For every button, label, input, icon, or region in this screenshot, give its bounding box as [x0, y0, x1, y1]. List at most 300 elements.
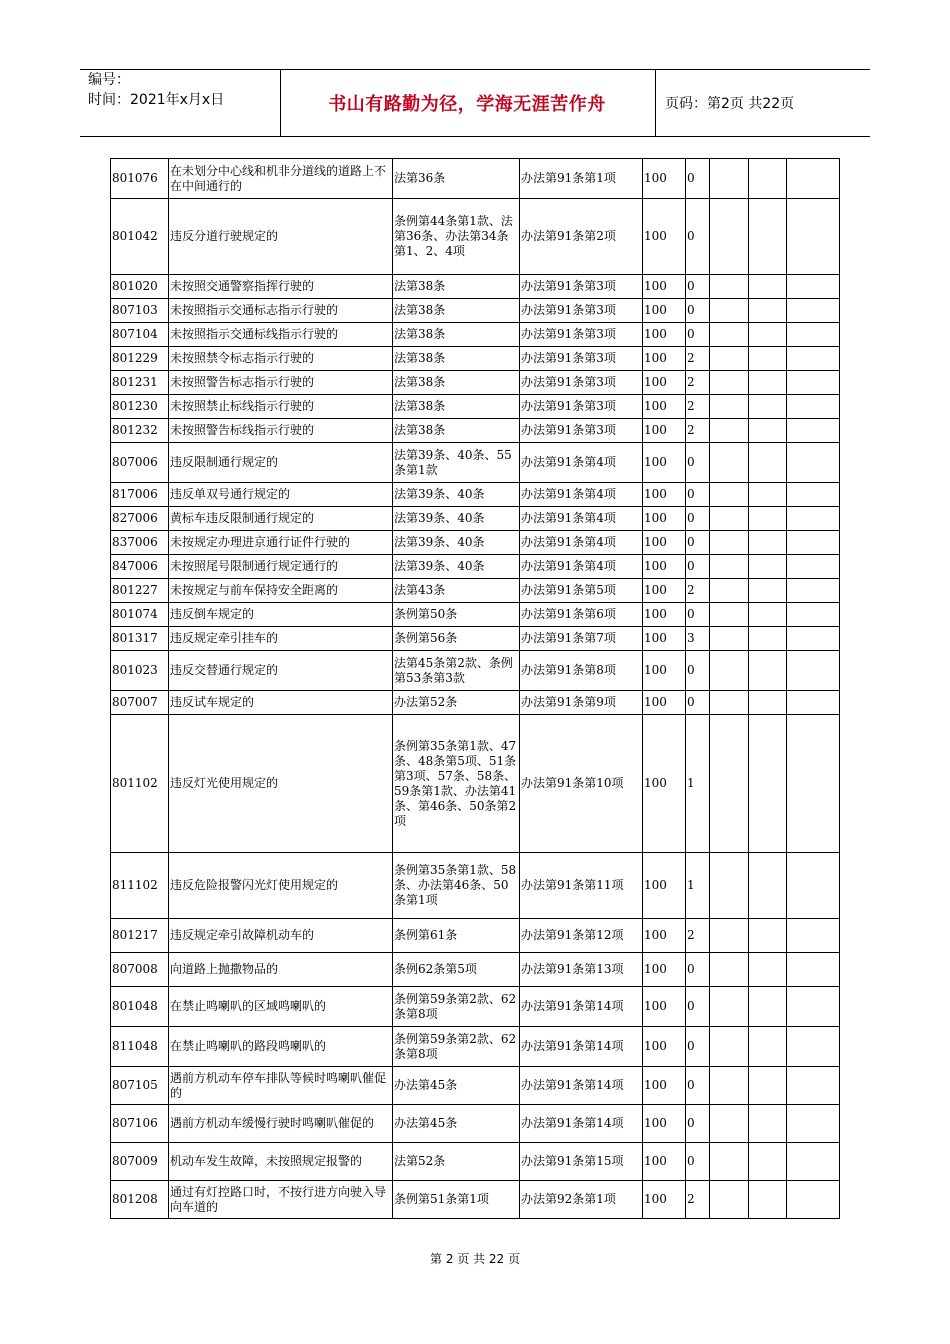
legal-basis: 条例第51条第1项	[393, 1181, 520, 1219]
penalty-points: 0	[686, 1067, 710, 1105]
violation-code: 807106	[111, 1105, 169, 1143]
empty-cell	[749, 1143, 787, 1181]
legal-basis: 条例第61条	[393, 919, 520, 953]
legal-basis: 条例第56条	[393, 627, 520, 651]
legal-basis: 条例第35条第1款、47条、48条第5项、51条第3项、57条、58条、59条第1款、办法第41条、第46条、50条第2项	[393, 715, 520, 853]
penalty-points: 0	[686, 555, 710, 579]
fine-amount: 100	[643, 1181, 686, 1219]
penalty-basis: 办法第91条第10项	[520, 715, 643, 853]
penalty-points: 2	[686, 395, 710, 419]
empty-cell	[787, 627, 840, 651]
empty-cell	[787, 275, 840, 299]
penalty-points: 2	[686, 1181, 710, 1219]
violation-description: 未按照尾号限制通行规定通行的	[169, 555, 393, 579]
empty-cell	[749, 199, 787, 275]
violation-code: 801227	[111, 579, 169, 603]
empty-cell	[710, 651, 749, 691]
table-row	[111, 299, 840, 323]
header-motto: 书山有路勤为径，学海无涯苦作舟	[328, 94, 606, 115]
table-row	[111, 443, 840, 483]
empty-cell	[710, 1181, 749, 1219]
violation-code: 801074	[111, 603, 169, 627]
empty-cell	[749, 531, 787, 555]
empty-cell	[787, 443, 840, 483]
table-row	[111, 483, 840, 507]
fine-amount: 100	[643, 323, 686, 347]
penalty-points: 0	[686, 953, 710, 987]
empty-cell	[749, 715, 787, 853]
legal-basis: 法第39条、40条	[393, 531, 520, 555]
penalty-basis: 办法第91条第3项	[520, 371, 643, 395]
empty-cell	[787, 371, 840, 395]
fine-amount: 100	[643, 395, 686, 419]
empty-cell	[710, 987, 749, 1027]
empty-cell	[787, 953, 840, 987]
empty-cell	[710, 323, 749, 347]
legal-basis: 办法第45条	[393, 1105, 520, 1143]
empty-cell	[787, 323, 840, 347]
violation-code: 801208	[111, 1181, 169, 1219]
violation-code: 807103	[111, 299, 169, 323]
table-row	[111, 715, 840, 853]
empty-cell	[787, 1181, 840, 1219]
fine-amount: 100	[643, 987, 686, 1027]
legal-basis: 法第45条第2款、条例第53条第3款	[393, 651, 520, 691]
fine-amount: 100	[643, 691, 686, 715]
empty-cell	[749, 1027, 787, 1067]
legal-basis: 条例第44条第1款、法第36条、办法第34条第1、2、4项	[393, 199, 520, 275]
fine-amount: 100	[643, 603, 686, 627]
table-row	[111, 1143, 840, 1181]
table-row	[111, 1027, 840, 1067]
penalty-basis: 办法第91条第12项	[520, 919, 643, 953]
penalty-points: 0	[686, 159, 710, 199]
legal-basis: 办法第52条	[393, 691, 520, 715]
violation-description: 黄标车违反限制通行规定的	[169, 507, 393, 531]
empty-cell	[749, 347, 787, 371]
penalty-points: 0	[686, 987, 710, 1027]
violation-description: 违反试车规定的	[169, 691, 393, 715]
table-row	[111, 651, 840, 691]
empty-cell	[710, 371, 749, 395]
empty-cell	[710, 627, 749, 651]
penalty-points: 2	[686, 419, 710, 443]
penalty-points: 0	[686, 199, 710, 275]
legal-basis: 法第38条	[393, 395, 520, 419]
violation-code: 827006	[111, 507, 169, 531]
table-body	[111, 159, 840, 1219]
penalty-basis: 办法第91条第4项	[520, 555, 643, 579]
empty-cell	[749, 395, 787, 419]
penalty-basis: 办法第91条第3项	[520, 419, 643, 443]
table-row	[111, 853, 840, 919]
violation-table	[110, 158, 840, 1219]
violation-description: 违反灯光使用规定的	[169, 715, 393, 853]
legal-basis: 办法第45条	[393, 1067, 520, 1105]
violation-description: 违反限制通行规定的	[169, 443, 393, 483]
violation-code: 807104	[111, 323, 169, 347]
penalty-points: 0	[686, 275, 710, 299]
empty-cell	[710, 1067, 749, 1105]
penalty-points: 0	[686, 651, 710, 691]
empty-cell	[749, 691, 787, 715]
table-row	[111, 555, 840, 579]
fine-amount: 100	[643, 483, 686, 507]
violation-description: 未按照指示交通标线指示行驶的	[169, 323, 393, 347]
empty-cell	[749, 159, 787, 199]
fine-amount: 100	[643, 1143, 686, 1181]
violation-code: 801217	[111, 919, 169, 953]
penalty-points: 0	[686, 1105, 710, 1143]
penalty-points: 0	[686, 531, 710, 555]
page-footer: 第 2 页 共 22 页	[430, 1252, 520, 1266]
penalty-basis: 办法第91条第4项	[520, 507, 643, 531]
empty-cell	[710, 579, 749, 603]
table-row	[111, 323, 840, 347]
fine-amount: 100	[643, 159, 686, 199]
empty-cell	[710, 691, 749, 715]
violation-code: 807007	[111, 691, 169, 715]
violation-description: 未按照交通警察指挥行驶的	[169, 275, 393, 299]
empty-cell	[749, 579, 787, 603]
violation-code: 801076	[111, 159, 169, 199]
table-row	[111, 275, 840, 299]
legal-basis: 法第38条	[393, 347, 520, 371]
header-page-info: 页码：第2页 共22页	[665, 96, 795, 112]
violation-description: 违反分道行驶规定的	[169, 199, 393, 275]
empty-cell	[710, 953, 749, 987]
fine-amount: 100	[643, 1027, 686, 1067]
penalty-points: 1	[686, 715, 710, 853]
empty-cell	[710, 555, 749, 579]
fine-amount: 100	[643, 419, 686, 443]
empty-cell	[710, 483, 749, 507]
table-row	[111, 531, 840, 555]
penalty-points: 1	[686, 853, 710, 919]
empty-cell	[710, 347, 749, 371]
violation-description: 向道路上抛撒物品的	[169, 953, 393, 987]
penalty-basis: 办法第92条第1项	[520, 1181, 643, 1219]
violation-code: 801048	[111, 987, 169, 1027]
empty-cell	[710, 1027, 749, 1067]
empty-cell	[787, 603, 840, 627]
violation-code: 801102	[111, 715, 169, 853]
fine-amount: 100	[643, 443, 686, 483]
violation-code: 801232	[111, 419, 169, 443]
empty-cell	[787, 1067, 840, 1105]
empty-cell	[787, 853, 840, 919]
empty-cell	[710, 159, 749, 199]
fine-amount: 100	[643, 651, 686, 691]
violation-code: 807006	[111, 443, 169, 483]
legal-basis: 法第39条、40条	[393, 555, 520, 579]
empty-cell	[710, 715, 749, 853]
violation-code: 807008	[111, 953, 169, 987]
empty-cell	[787, 395, 840, 419]
empty-cell	[749, 299, 787, 323]
fine-amount: 100	[643, 579, 686, 603]
penalty-basis: 办法第91条第3项	[520, 347, 643, 371]
table-row	[111, 371, 840, 395]
empty-cell	[710, 299, 749, 323]
penalty-basis: 办法第91条第1项	[520, 159, 643, 199]
legal-basis: 法第38条	[393, 371, 520, 395]
violation-description: 违反规定牵引挂车的	[169, 627, 393, 651]
empty-cell	[787, 299, 840, 323]
empty-cell	[749, 507, 787, 531]
fine-amount: 100	[643, 953, 686, 987]
violation-code: 801229	[111, 347, 169, 371]
violation-description: 未按照禁令标志指示行驶的	[169, 347, 393, 371]
empty-cell	[787, 199, 840, 275]
table-row	[111, 627, 840, 651]
violation-description: 在禁止鸣喇叭的区域鸣喇叭的	[169, 987, 393, 1027]
penalty-points: 0	[686, 443, 710, 483]
violation-description: 遇前方机动车缓慢行驶时鸣喇叭催促的	[169, 1105, 393, 1143]
empty-cell	[749, 1067, 787, 1105]
violation-description: 违反交替通行规定的	[169, 651, 393, 691]
empty-cell	[710, 531, 749, 555]
empty-cell	[749, 323, 787, 347]
header-meta	[88, 70, 278, 110]
document-date: 时间：2021年x月x日	[88, 92, 225, 108]
empty-cell	[710, 199, 749, 275]
fine-amount: 100	[643, 919, 686, 953]
penalty-points: 0	[686, 483, 710, 507]
penalty-basis: 办法第91条第11项	[520, 853, 643, 919]
penalty-basis: 办法第91条第14项	[520, 1027, 643, 1067]
penalty-basis: 办法第91条第3项	[520, 323, 643, 347]
table-row	[111, 603, 840, 627]
legal-basis: 条例62条第5项	[393, 953, 520, 987]
violation-code: 847006	[111, 555, 169, 579]
empty-cell	[710, 1105, 749, 1143]
fine-amount: 100	[643, 275, 686, 299]
empty-cell	[710, 603, 749, 627]
table-row	[111, 691, 840, 715]
header-divider-right	[655, 69, 656, 136]
table-row	[111, 579, 840, 603]
empty-cell	[749, 603, 787, 627]
penalty-points: 0	[686, 1027, 710, 1067]
violation-description: 未按照指示交通标志指示行驶的	[169, 299, 393, 323]
fine-amount: 100	[643, 347, 686, 371]
legal-basis: 法第39条、40条	[393, 507, 520, 531]
empty-cell	[710, 919, 749, 953]
fine-amount: 100	[643, 555, 686, 579]
violation-description: 未按规定办理进京通行证件行驶的	[169, 531, 393, 555]
penalty-basis: 办法第91条第14项	[520, 987, 643, 1027]
empty-cell	[749, 651, 787, 691]
legal-basis: 法第36条	[393, 159, 520, 199]
penalty-basis: 办法第91条第14项	[520, 1105, 643, 1143]
table-row	[111, 199, 840, 275]
penalty-points: 0	[686, 299, 710, 323]
legal-basis: 条例第59条第2款、62条第8项	[393, 1027, 520, 1067]
penalty-basis: 办法第91条第9项	[520, 691, 643, 715]
violation-description: 未按照警告标线指示行驶的	[169, 419, 393, 443]
penalty-basis: 办法第91条第13项	[520, 953, 643, 987]
empty-cell	[787, 987, 840, 1027]
violation-code: 801042	[111, 199, 169, 275]
violation-description: 未按照警告标志指示行驶的	[169, 371, 393, 395]
empty-cell	[787, 419, 840, 443]
violation-code: 801317	[111, 627, 169, 651]
empty-cell	[710, 419, 749, 443]
violation-description: 通过有灯控路口时，不按行进方向驶入导向车道的	[169, 1181, 393, 1219]
empty-cell	[787, 651, 840, 691]
violation-code: 811102	[111, 853, 169, 919]
legal-basis: 法第38条	[393, 275, 520, 299]
violation-code: 817006	[111, 483, 169, 507]
fine-amount: 100	[643, 199, 686, 275]
penalty-basis: 办法第91条第6项	[520, 603, 643, 627]
empty-cell	[787, 531, 840, 555]
empty-cell	[749, 853, 787, 919]
empty-cell	[710, 395, 749, 419]
empty-cell	[749, 987, 787, 1027]
violation-description: 违反危险报警闪光灯使用规定的	[169, 853, 393, 919]
empty-cell	[787, 347, 840, 371]
table-row	[111, 159, 840, 199]
fine-amount: 100	[643, 1067, 686, 1105]
penalty-basis: 办法第91条第8项	[520, 651, 643, 691]
fine-amount: 100	[643, 853, 686, 919]
violation-description: 机动车发生故障，未按照规定报警的	[169, 1143, 393, 1181]
empty-cell	[749, 275, 787, 299]
legal-basis: 法第38条	[393, 419, 520, 443]
violation-description: 违反单双号通行规定的	[169, 483, 393, 507]
empty-cell	[710, 507, 749, 531]
empty-cell	[749, 483, 787, 507]
legal-basis: 法第39条、40条	[393, 483, 520, 507]
penalty-basis: 办法第91条第14项	[520, 1067, 643, 1105]
legal-basis: 法第38条	[393, 323, 520, 347]
penalty-points: 0	[686, 1143, 710, 1181]
empty-cell	[710, 275, 749, 299]
empty-cell	[749, 919, 787, 953]
table-row	[111, 1067, 840, 1105]
empty-cell	[749, 443, 787, 483]
empty-cell	[787, 919, 840, 953]
violation-description: 未按照禁止标线指示行驶的	[169, 395, 393, 419]
fine-amount: 100	[643, 715, 686, 853]
fine-amount: 100	[643, 627, 686, 651]
empty-cell	[787, 715, 840, 853]
empty-cell	[787, 691, 840, 715]
table-row	[111, 953, 840, 987]
violation-code: 811048	[111, 1027, 169, 1067]
legal-basis: 法第38条	[393, 299, 520, 323]
penalty-basis: 办法第91条第3项	[520, 395, 643, 419]
penalty-basis: 办法第91条第4项	[520, 531, 643, 555]
penalty-basis: 办法第91条第7项	[520, 627, 643, 651]
penalty-basis: 办法第91条第15项	[520, 1143, 643, 1181]
table-row	[111, 419, 840, 443]
penalty-basis: 办法第91条第4项	[520, 443, 643, 483]
legal-basis: 法第52条	[393, 1143, 520, 1181]
penalty-basis: 办法第91条第3项	[520, 299, 643, 323]
violation-code: 801230	[111, 395, 169, 419]
legal-basis: 条例第59条第2款、62条第8项	[393, 987, 520, 1027]
penalty-points: 2	[686, 371, 710, 395]
legal-basis: 法第39条、40条、55条第1款	[393, 443, 520, 483]
table-row	[111, 1181, 840, 1219]
penalty-points: 3	[686, 627, 710, 651]
penalty-basis: 办法第91条第2项	[520, 199, 643, 275]
empty-cell	[787, 483, 840, 507]
empty-cell	[710, 853, 749, 919]
penalty-points: 2	[686, 347, 710, 371]
header-bottom-rule	[80, 136, 870, 137]
penalty-points: 0	[686, 603, 710, 627]
empty-cell	[749, 627, 787, 651]
table-row	[111, 987, 840, 1027]
penalty-points: 0	[686, 323, 710, 347]
violation-code: 801023	[111, 651, 169, 691]
penalty-points: 2	[686, 919, 710, 953]
legal-basis: 条例第50条	[393, 603, 520, 627]
violation-description: 违反倒车规定的	[169, 603, 393, 627]
penalty-points: 0	[686, 691, 710, 715]
table-row	[111, 1105, 840, 1143]
empty-cell	[749, 1105, 787, 1143]
empty-cell	[787, 159, 840, 199]
legal-basis: 法第43条	[393, 579, 520, 603]
legal-basis: 条例第35条第1款、58条、办法第46条、50条第1项	[393, 853, 520, 919]
empty-cell	[710, 443, 749, 483]
violation-code: 837006	[111, 531, 169, 555]
fine-amount: 100	[643, 1105, 686, 1143]
violation-code: 801231	[111, 371, 169, 395]
penalty-basis: 办法第91条第5项	[520, 579, 643, 603]
penalty-basis: 办法第91条第4项	[520, 483, 643, 507]
empty-cell	[787, 507, 840, 531]
table-row	[111, 507, 840, 531]
table-row	[111, 395, 840, 419]
header-divider-left	[280, 69, 281, 136]
empty-cell	[710, 1143, 749, 1181]
penalty-points: 2	[686, 579, 710, 603]
fine-amount: 100	[643, 531, 686, 555]
violation-description: 遇前方机动车停车排队等候时鸣喇叭催促的	[169, 1067, 393, 1105]
fine-amount: 100	[643, 507, 686, 531]
empty-cell	[749, 953, 787, 987]
empty-cell	[749, 419, 787, 443]
violation-description: 违反规定牵引故障机动车的	[169, 919, 393, 953]
violation-code: 807105	[111, 1067, 169, 1105]
penalty-basis: 办法第91条第3项	[520, 275, 643, 299]
empty-cell	[749, 1181, 787, 1219]
violation-description: 在未划分中心线和机非分道线的道路上不在中间通行的	[169, 159, 393, 199]
table-row	[111, 919, 840, 953]
violation-description: 未按规定与前车保持安全距离的	[169, 579, 393, 603]
empty-cell	[787, 1143, 840, 1181]
penalty-points: 0	[686, 507, 710, 531]
empty-cell	[749, 555, 787, 579]
empty-cell	[787, 1027, 840, 1067]
document-number-label: 编号：	[88, 72, 130, 88]
fine-amount: 100	[643, 299, 686, 323]
violation-code: 801020	[111, 275, 169, 299]
empty-cell	[787, 555, 840, 579]
empty-cell	[749, 371, 787, 395]
violation-description: 在禁止鸣喇叭的路段鸣喇叭的	[169, 1027, 393, 1067]
violation-code: 807009	[111, 1143, 169, 1181]
fine-amount: 100	[643, 371, 686, 395]
empty-cell	[787, 1105, 840, 1143]
table-row	[111, 347, 840, 371]
